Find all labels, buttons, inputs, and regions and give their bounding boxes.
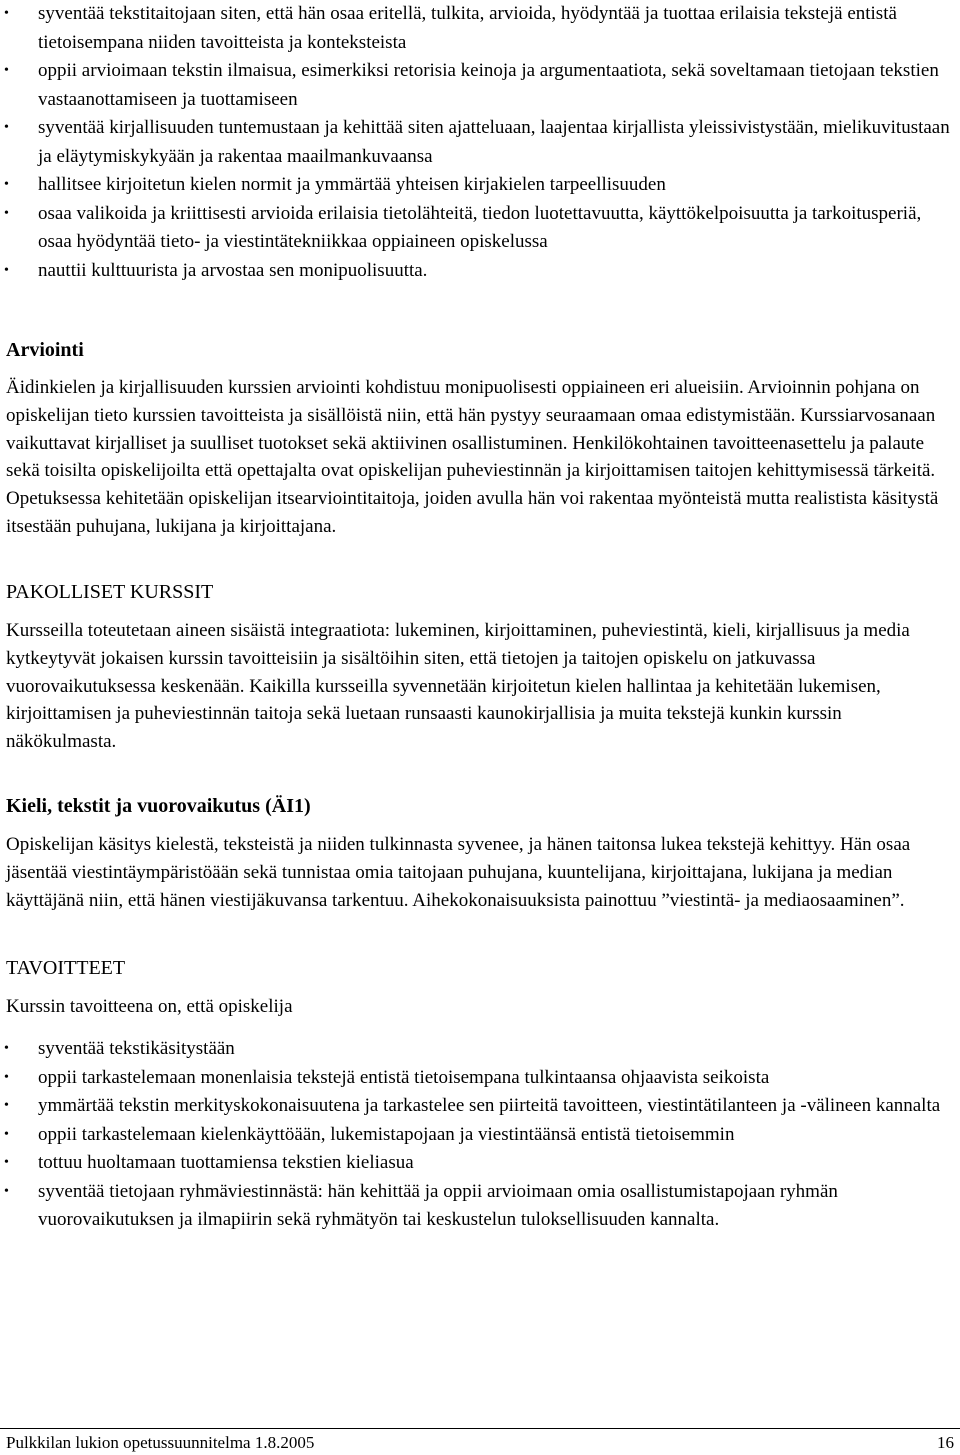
bullet-icon: • [4, 1183, 9, 1199]
tavoitteet-intro: Kurssin tavoitteena on, että opiskelija [6, 996, 293, 1017]
bullet-icon: • [4, 1041, 9, 1056]
bullet-icon: • [4, 1069, 9, 1085]
pakolliset-paragraph: Kursseilla toteutetaan aineen sisäistä integraatiota: lukeminen, kirjoittaminen, puheviestintä, kieli, kirjallisuus ja media kytkeytyvät jokaisen kurssin tavoitteisiin ja sisältöihin siten, että tietojen ja taitojen opiskelu on jatkuvassa vuorovaikutuksessa keskenään. Kaikilla kursseilla syvennetään kirjoitetun kielen hallintaa ja kehitetään lukemisen, kirjoittamisen ja puheviestinnän taitoja sekä luetaan runsaasti kaunokirjallisia ja muita tekstejä kunkin kurssin näkökulmasta. [6, 620, 910, 753]
list-item: • oppii arvioimaan tekstin ilmaisua, esimerkiksi retorisia keinoja ja argumentaatiota, sekä soveltamaan tietojaan tekstien vastaanottamiseen ja tuottamiseen [0, 57, 956, 114]
tavoitteet-heading: TAVOITTEET [6, 957, 126, 979]
pakolliset-heading: PAKOLLISET KURSSIT [6, 581, 214, 603]
list-item: • syventää tietojaan ryhmäviestinnästä: hän kehittää ja oppii arvioimaan omia osallistumistapojaan ryhmän vuorovaikutuksen ja ilmapiirin sekä ryhmätyön tai keskustelun tuloksellisuuden kannalta. [0, 1178, 956, 1235]
bullet-icon: • [4, 63, 9, 78]
list-item: • syventää tekstikäsitystään [0, 1035, 956, 1064]
list-item: • oppii tarkastelemaan monenlaisia tekstejä entistä tietoisempana tulkintaansa ohjaavista seikoista [0, 1064, 956, 1093]
bullet-icon: • [4, 205, 9, 221]
list-item: • hallitsee kirjoitetun kielen normit ja ymmärtää yhteisen kirjakielen tarpeellisuuden [0, 171, 956, 200]
bullet-icon: • [4, 1098, 9, 1113]
course-paragraph: Opiskelijan käsitys kielestä, teksteistä ja niiden tulkinnasta syvenee, ja hänen taitonsa lukea tekstejä kehittyy. Hän osaa jäsentää viestintäympäristöään sekä tunnistaa omia taitojaan puhujana, kuuntelijana, kirjoittajana, lukijana ja median käyttäjänä niin, että hänen viestijäkuvansa tarkentuu. Aihekokonaisuuksista painottuu ”viestintä- ja mediaosaaminen”. [6, 834, 911, 911]
bullet-icon: • [4, 262, 9, 278]
list-item: • syventää tekstitaitojaan siten, että hän osaa eritellä, tulkita, arvioida, hyödyntää ja tuottaa erilaisia tekstejä entistä tietoisempana niiden tavoitteista ja konteksteista [0, 0, 956, 57]
list-item: • tottuu huoltamaan tuottamiensa tekstien kieliasua [0, 1149, 956, 1178]
arviointi-heading: Arviointi [6, 339, 84, 361]
course-heading: Kieli, tekstit ja vuorovaikutus (ÄI1) [6, 795, 311, 817]
bullet-icon: • [4, 1155, 9, 1170]
bullet-icon: • [4, 1126, 9, 1142]
arviointi-paragraph: Äidinkielen ja kirjallisuuden kurssien arviointi kohdistuu monipuolisesti oppiaineen eri alueisiin. Arvioinnin pohjana on opiskelijan tieto kurssien tavoitteista ja sisällöistä niin, että hän pystyy seuraamaan omaa edistymistään. Kurssiarvosanaan vaikuttavat kirjalliset ja suulliset tuotokset sekä aktiivinen osallistuminen. Henkilökohtainen tavoitteenasettelu ja palaute sekä toisilta opiskelijoilta että opettajalta ovat opiskelijan puheviestinnän ja kirjoittamisen taitojen kehittymisessä tärkeitä. Opetuksessa kehitetään opiskelijan itsearviointitaitoja, joiden avulla hän voi rakentaa myönteistä mutta realistista käsitystä itsestään puhujana, lukijana ja kirjoittajana. [6, 377, 939, 537]
bullet-icon: • [4, 120, 9, 135]
list-item: • nauttii kulttuurista ja arvostaa sen monipuolisuutta. [0, 257, 956, 286]
footer-title: Pulkkilan lukion opetussuunnitelma 1.8.2005 [6, 1433, 315, 1452]
bullet-icon: • [4, 6, 9, 21]
list-item: • ymmärtää tekstin merkityskokonaisuutena ja tarkastelee sen piirteitä tavoitteen, viestintätilanteen ja -välineen kannalta [0, 1092, 956, 1121]
list-item: • osaa valikoida ja kriittisesti arvioida erilaisia tietolähteitä, tiedon luotettavuutta, käyttökelpoisuutta ja tarkoitusperiä, osaa hyödyntää tieto- ja viestintätekniikkaa oppiaineen opiskelussa [0, 200, 956, 257]
goals-list-top [0, 0, 956, 285]
bullet-icon: • [4, 177, 9, 192]
list-item: • syventää kirjallisuuden tuntemustaan ja kehittää siten ajatteluaan, laajentaa kirjallista yleissivistystään, mielikuvitustaan ja eläytymiskykyään ja rakentaa maailmankuvaansa [0, 114, 956, 171]
list-item: • oppii tarkastelemaan kielenkäyttöään, lukemistapojaan ja viestintäänsä entistä tietoisemmin [0, 1121, 956, 1150]
page-number: 16 [937, 1433, 954, 1452]
goals-list-course [0, 1035, 956, 1235]
footer-divider [0, 1428, 960, 1429]
